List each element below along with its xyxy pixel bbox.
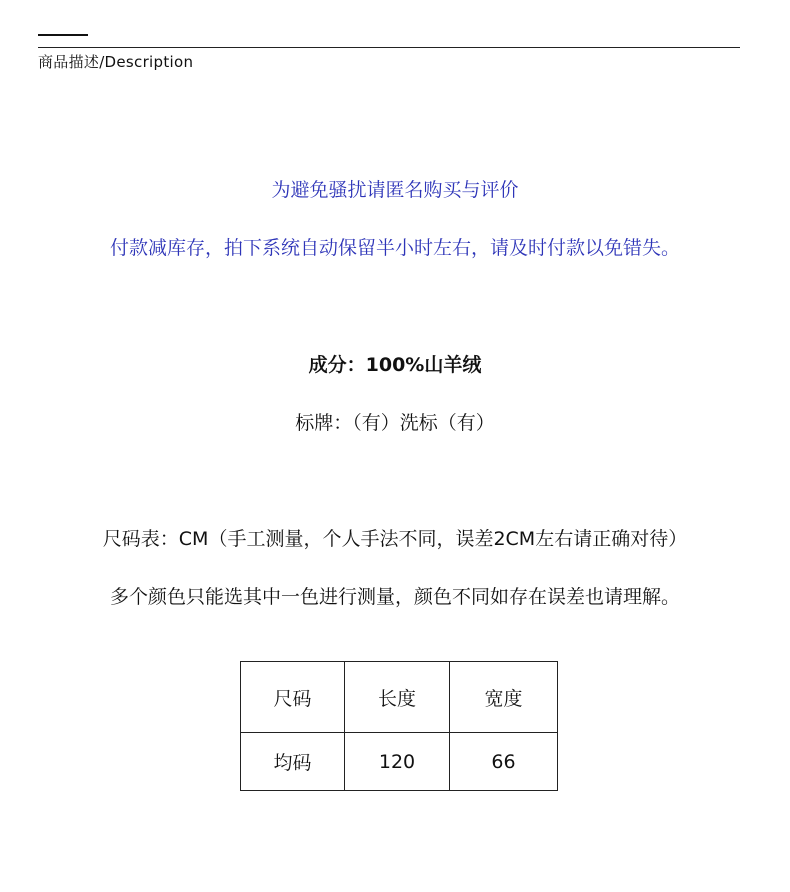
table-header-cell: 尺码 — [241, 662, 345, 733]
color-measurement-note: 多个颜色只能选其中一色进行测量，颜色不同如存在误差也请理解。 — [109, 586, 680, 608]
table-cell: 均码 — [241, 733, 345, 791]
anonymous-purchase-notice: 为避免骚扰请匿名购买与评价 — [271, 179, 519, 201]
table-header-cell: 宽度 — [450, 662, 558, 733]
table-row — [241, 733, 558, 791]
table-header-row — [241, 662, 558, 733]
size-table — [240, 661, 558, 791]
header-accent-bar — [38, 34, 88, 36]
size-chart-title: 尺码表：CM（手工测量，个人手法不同，误差2CM左右请正确对待） — [102, 528, 688, 550]
section-title: 商品描述/Description — [38, 53, 194, 71]
payment-stock-notice: 付款减库存，拍下系统自动保留半小时左右，请及时付款以免错失。 — [109, 237, 680, 259]
header-divider — [38, 47, 740, 48]
table-header-cell: 长度 — [345, 662, 450, 733]
table-cell: 66 — [450, 733, 558, 791]
table-cell: 120 — [345, 733, 450, 791]
composition-text: 成分：100%山羊绒 — [308, 354, 482, 376]
tags-text: 标牌：（有）洗标（有） — [295, 412, 495, 434]
